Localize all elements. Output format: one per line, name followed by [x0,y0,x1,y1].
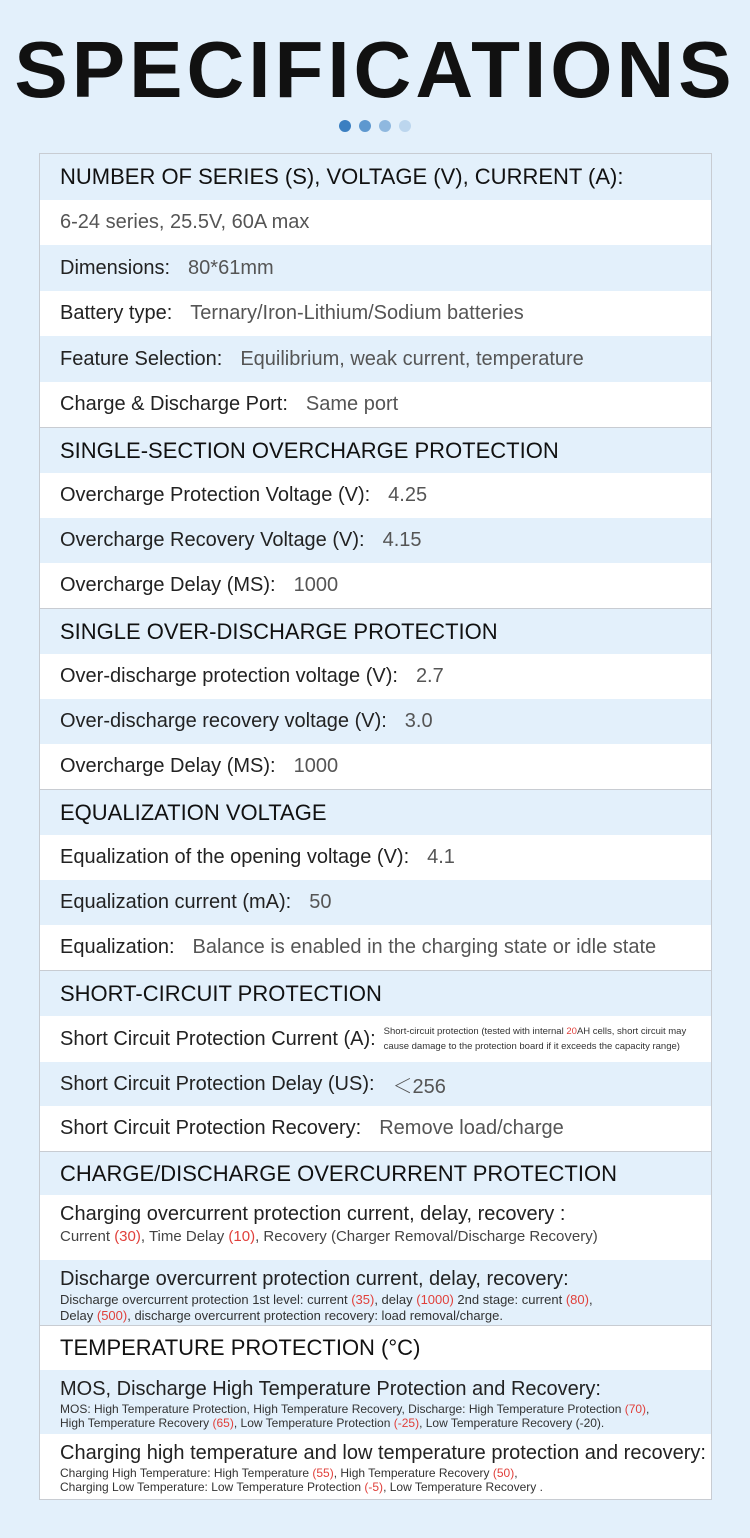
spec-row-dimensions [40,245,711,291]
dot-indicator [359,120,371,132]
spec-value: Ternary/Iron-Lithium/Sodium batteries [190,302,524,324]
section-title: SHORT-CIRCUIT PROTECTION [60,980,382,1006]
detail-text: , discharge overcurrent protection recovery: load removal/charge. [127,1308,503,1323]
detail-text: , [588,1292,593,1307]
spec-detail [60,1292,691,1324]
spec-row [40,1106,711,1152]
spec-value: 2.7 [415,665,444,687]
section-title: CHARGE/DISCHARGE OVERCURRENT PROTECTION [60,1160,617,1186]
spec-value: 6-24 series, 25.5V, 60A max [60,211,310,233]
detail-text: Charging High Temperature: High Temperature [60,1466,313,1480]
spec-row-discharge-overcurrent [40,1260,711,1326]
spec-label: Short Circuit Protection Current (A): [60,1027,376,1050]
detail-value: (65) [212,1416,234,1430]
detail-text: , [646,1402,650,1416]
spec-row-charging-overcurrent [40,1195,711,1260]
detail-text: Discharge overcurrent protection 1st level: current [60,1292,352,1307]
spec-label: MOS, Discharge High Temperature Protection and Recovery: [60,1378,601,1400]
spec-value: 4.15 [382,529,422,551]
section-header-short-circuit [40,971,711,1016]
spec-label: Dimensions: [60,256,171,279]
spec-row-charging-temperature [40,1434,711,1499]
section-title: NUMBER OF SERIES (S), VOLTAGE (V), CURRENT (A): [60,164,624,189]
spec-row [40,699,711,744]
spec-row [40,744,711,790]
spec-row-feature [40,336,711,382]
detail-value: (50) [492,1466,515,1480]
spec-label: Over-discharge protection voltage (V): [60,665,398,687]
detail-text: Delay [60,1308,97,1323]
detail-value: (-25) [393,1416,420,1430]
spec-row-mos-temperature [40,1370,711,1434]
note-text: Short-circuit protection (tested with internal [383,1026,567,1037]
spec-value: 3.0 [404,710,433,732]
spec-row [40,563,711,609]
spec-row [40,473,711,518]
spec-value: 80*61mm [188,256,274,279]
detail-value: (80) [565,1292,589,1307]
spec-value: 4.1 [427,846,455,868]
spec-note [384,1024,691,1054]
spec-row [40,835,711,880]
detail-text: , Time Delay [140,1228,229,1245]
spec-value: Same port [305,393,399,415]
spec-label: Overcharge Recovery Voltage (V): [60,529,365,551]
detail-text: , Low Temperature Protection [233,1416,394,1430]
detail-text: , [514,1466,518,1480]
section-header-overdischarge [40,609,711,654]
note-highlight: 20 [566,1026,577,1037]
spec-label: Charging high temperature and low temperature protection and recovery: [60,1442,706,1464]
spec-value: Balance is enabled in the charging state or idle state [192,936,657,958]
detail-value: (1000) [416,1292,454,1307]
detail-text: Current [60,1228,115,1245]
section-header-temperature [40,1326,711,1370]
spec-label: Equalization of the opening voltage (V): [60,846,410,868]
spec-row-series [40,200,711,245]
section-header-general [40,154,711,200]
spec-row [40,654,711,699]
spec-label: Over-discharge recovery voltage (V): [60,710,387,732]
spec-value: 4.25 [388,484,428,506]
detail-text: , Low Temperature Recovery . [383,1480,543,1494]
spec-label: Equalization: [60,936,175,958]
spec-label: Overcharge Delay (MS): [60,755,276,777]
spec-table [39,153,712,1500]
section-header-overcurrent [40,1152,711,1195]
spec-value: 1000 [293,574,339,596]
spec-row [40,925,711,971]
spec-value: 1000 [293,755,339,777]
detail-value: (10) [228,1228,256,1245]
section-title: SINGLE OVER-DISCHARGE PROTECTION [60,618,498,644]
spec-detail [60,1402,691,1430]
section-title: EQUALIZATION VOLTAGE [60,799,327,825]
spec-value: ＜256 [392,1075,446,1098]
spec-label: Charge & Discharge Port: [60,393,288,415]
spec-value: 50 [309,891,332,913]
detail-value: (500) [96,1308,128,1323]
spec-label: Overcharge Protection Voltage (V): [60,484,371,506]
dot-indicator [399,120,411,132]
detail-text: , Low Temperature Recovery (-20). [419,1416,605,1430]
spec-label: Overcharge Delay (MS): [60,574,276,596]
spec-label: Battery type: [60,302,173,324]
spec-detail [60,1466,691,1494]
spec-row [40,1062,711,1106]
detail-text: High Temperature Recovery [60,1416,213,1430]
spec-detail [60,1227,691,1247]
spec-value: Remove load/charge [379,1117,564,1139]
section-title: TEMPERATURE PROTECTION (°C) [60,1335,421,1360]
section-header-equalization [40,790,711,835]
spec-label: Charging overcurrent protection current, delay, recovery : [60,1203,566,1225]
dot-indicator [379,120,391,132]
detail-text: , Recovery (Charger Removal/Discharge Recovery) [255,1228,598,1245]
note-text: AH cells, short circuit may cause damage to the protection board if it exceeds the capacity range) [383,1026,687,1052]
section-title: SINGLE-SECTION OVERCHARGE PROTECTION [60,437,559,463]
detail-text: 2nd stage: current [453,1292,566,1307]
page-title: SPECIFICATIONS [14,25,736,114]
detail-value: (30) [114,1228,141,1245]
spec-row [40,518,711,563]
section-header-overcharge [40,428,711,473]
detail-text: MOS: High Temperature Protection, High Temperature Recovery, Discharge: High Temperature Protection [60,1402,625,1416]
detail-value: (35) [351,1292,375,1307]
detail-text: , delay [374,1292,417,1307]
spec-label: Discharge overcurrent protection current, delay, recovery: [60,1268,569,1290]
detail-text: , High Temperature Recovery [333,1466,493,1480]
spec-value: Equilibrium, weak current, temperature [240,347,584,370]
detail-value: (55) [312,1466,334,1480]
spec-label: Short Circuit Protection Recovery: [60,1117,362,1139]
dot-indicator [339,120,351,132]
spec-row [40,1016,711,1062]
spec-label: Feature Selection: [60,347,223,370]
spec-label: Short Circuit Protection Delay (US): [60,1072,375,1095]
detail-text: Charging Low Temperature: Low Temperature Protection [60,1480,365,1494]
detail-value: (-5) [364,1480,384,1494]
carousel-dots [0,119,750,137]
spec-row-battery-type [40,291,711,336]
detail-value: (70) [624,1402,647,1416]
spec-label: Equalization current (mA): [60,891,292,913]
spec-row-port [40,382,711,428]
spec-row [40,880,711,925]
